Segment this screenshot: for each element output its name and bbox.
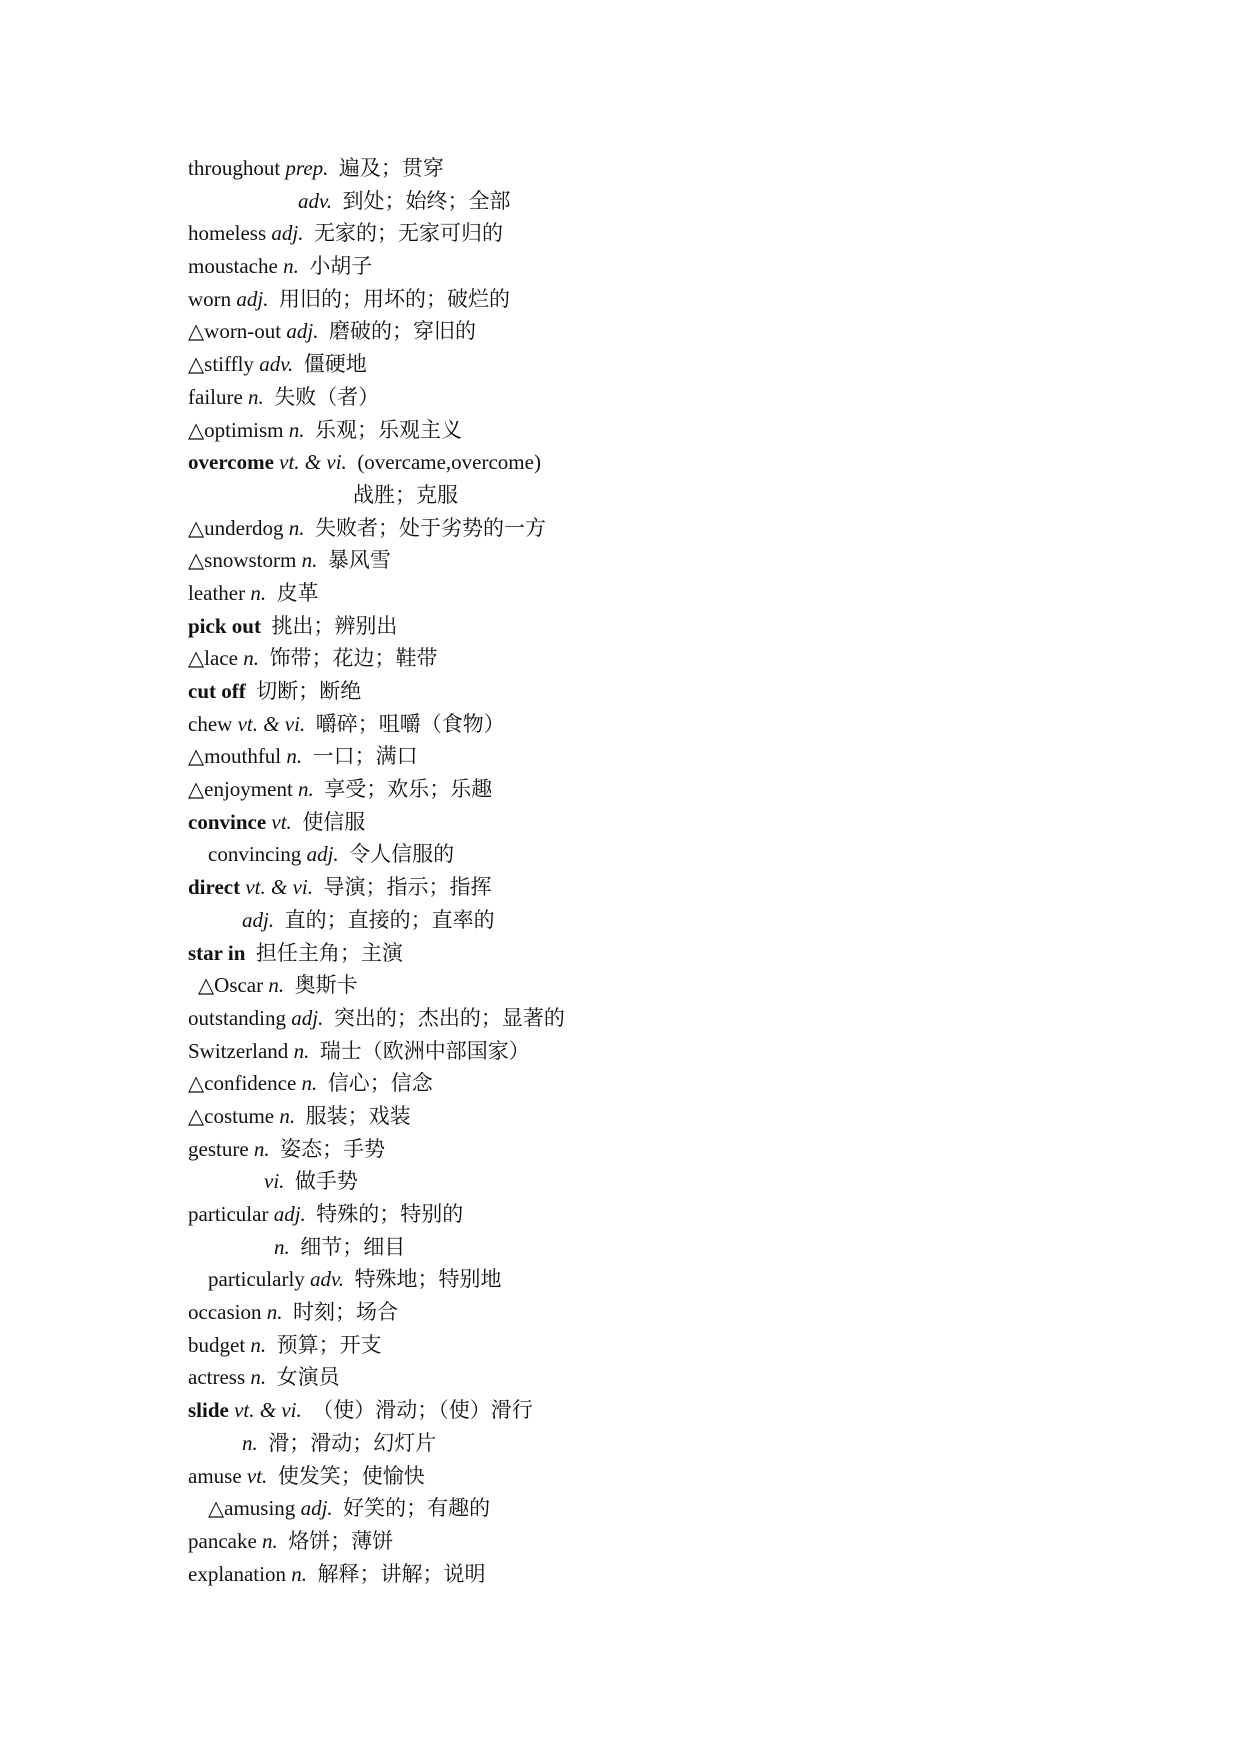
entry-word: amuse: [188, 1463, 242, 1488]
entry-part-of-speech: n.: [283, 254, 299, 279]
vocab-entry: [188, 1558, 1088, 1591]
entry-gloss: 皮革: [276, 580, 319, 605]
entry-gloss: 战胜；克服: [353, 482, 458, 507]
entry-gloss: 时刻；场合: [292, 1300, 398, 1325]
entry-gloss: 无家的；无家可归的: [314, 221, 503, 246]
vocab-entry: [188, 838, 1088, 871]
vocab-entry: [188, 1296, 1088, 1329]
entry-gloss: 饰带；花边；鞋带: [269, 646, 438, 671]
entry-gloss: 导演；指示；指挥: [323, 875, 492, 900]
entry-part-of-speech: vt.: [271, 809, 292, 834]
vocabulary-list: [188, 152, 1088, 1590]
vocab-entry: [188, 1329, 1088, 1362]
entry-word: particularly: [208, 1267, 305, 1292]
entry-word: direct: [188, 875, 241, 900]
entry-part-of-speech: adj.: [286, 319, 319, 344]
vocab-entry: [188, 512, 1088, 545]
entry-word: worn: [188, 286, 232, 311]
vocab-entry: [188, 1492, 1088, 1525]
vocab-entry: [188, 446, 1088, 479]
vocab-entry: [188, 904, 1088, 937]
entry-word: △underdog: [188, 515, 284, 540]
vocab-entry: [188, 250, 1088, 283]
entry-part-of-speech: vi.: [264, 1169, 285, 1194]
entry-part-of-speech: n.: [279, 1103, 296, 1128]
entry-gloss: 磨破的；穿旧的: [328, 319, 476, 344]
entry-word: △stiffly: [188, 352, 254, 377]
entry-part-of-speech: n.: [301, 548, 318, 573]
vocab-entry: [188, 610, 1088, 643]
entry-gloss: 使信服: [302, 809, 366, 834]
entry-word: △worn-out: [188, 319, 282, 344]
entry-gloss: 奥斯卡: [294, 973, 358, 998]
entry-part-of-speech: n.: [262, 1528, 278, 1553]
entry-word: slide: [188, 1398, 229, 1423]
vocab-entry: [188, 283, 1088, 316]
entry-part-of-speech: adj.: [291, 1005, 324, 1030]
entry-part-of-speech: n.: [250, 1365, 267, 1390]
entry-gloss: 特殊地；特别地: [354, 1267, 502, 1292]
entry-part-of-speech: n.: [286, 744, 303, 769]
entry-part-of-speech: n.: [301, 1071, 318, 1096]
entry-gloss: 解释；讲解；说明: [317, 1561, 486, 1586]
entry-gloss: 特殊的；特别的: [316, 1202, 464, 1226]
entry-gloss: 令人信服的: [349, 842, 455, 867]
entry-gloss: 嚼碎；咀嚼（食物）: [315, 711, 505, 736]
vocab-entry: [188, 740, 1088, 773]
entry-part-of-speech: n.: [298, 777, 314, 802]
vocab-entry: [188, 185, 1088, 218]
entry-gloss: 滑；滑动；幻灯片: [268, 1430, 437, 1455]
vocab-entry: [188, 1427, 1088, 1460]
entry-word: explanation: [188, 1561, 286, 1586]
entry-gloss: 享受；欢乐；乐趣: [324, 777, 493, 802]
entry-gloss: 暴风雪: [327, 548, 391, 573]
entry-word: star in: [188, 940, 246, 965]
entry-word: gesture: [188, 1136, 249, 1161]
entry-part-of-speech: n.: [248, 384, 264, 409]
vocab-entry: [188, 1198, 1088, 1231]
vocab-entry: [188, 871, 1088, 904]
entry-gloss: 乐观；乐观主义: [315, 417, 462, 442]
entry-part-of-speech: adj.: [300, 1496, 333, 1521]
entry-word: convincing: [208, 842, 302, 867]
entry-gloss: 担任主角；主演: [255, 940, 403, 965]
entry-gloss: 僵硬地: [303, 352, 367, 377]
entry-word: pancake: [188, 1528, 257, 1553]
entry-word: △amusing: [208, 1496, 296, 1521]
entry-gloss: 服装；戏装: [305, 1103, 411, 1128]
vocab-entry: [188, 381, 1088, 414]
entry-gloss: 小胡子: [309, 254, 373, 279]
entry-part-of-speech: vt. & vi.: [237, 711, 306, 736]
entry-part-of-speech: n.: [266, 1300, 283, 1325]
entry-gloss: 挑出；辨别出: [271, 613, 398, 638]
entry-gloss: 信心；信念: [327, 1071, 433, 1096]
vocab-entry: [188, 1394, 1088, 1427]
vocab-entry: [188, 315, 1088, 348]
entry-gloss: 烙饼；薄饼: [288, 1528, 394, 1553]
entry-part-of-speech: n.: [291, 1561, 307, 1586]
entry-word: leather: [188, 580, 246, 605]
entry-part-of-speech: vt. & vi.: [234, 1398, 302, 1423]
vocab-entry: [188, 1263, 1088, 1296]
vocab-entry: [188, 1525, 1088, 1558]
entry-part-of-speech: n.: [274, 1234, 290, 1259]
vocab-entry: [188, 1165, 1088, 1198]
vocab-entry: [188, 217, 1088, 250]
entry-part-of-speech: n.: [288, 515, 305, 540]
entry-part-of-speech: vt.: [246, 1463, 268, 1488]
vocab-entry: [188, 969, 1088, 1002]
entry-word: occasion: [188, 1300, 262, 1325]
vocab-entry: [188, 1133, 1088, 1166]
entry-gloss: 直的；直接的；直率的: [284, 907, 495, 932]
entry-word: convince: [188, 809, 267, 834]
entry-gloss: 切断；断绝: [256, 679, 362, 703]
entry-gloss: 到处；始终；全部: [342, 188, 511, 213]
vocab-entry: [188, 773, 1088, 806]
vocab-entry: [188, 1361, 1088, 1394]
entry-word: Switzerland: [188, 1038, 289, 1063]
entry-word: pick out: [188, 613, 261, 638]
entry-word: particular: [188, 1202, 269, 1226]
entry-gloss: (overcame,overcome): [357, 450, 541, 475]
entry-gloss: 遍及；贯穿: [338, 156, 444, 180]
entry-word: moustache: [188, 254, 278, 279]
entry-gloss: 好笑的；有趣的: [343, 1496, 491, 1521]
entry-part-of-speech: n.: [242, 1430, 258, 1455]
entry-word: chew: [188, 711, 233, 736]
entry-part-of-speech: vt. & vi.: [245, 875, 313, 900]
entry-word: △snowstorm: [188, 548, 297, 573]
entry-gloss: 使发笑；使愉快: [277, 1463, 425, 1488]
entry-word: △lace: [188, 646, 238, 671]
vocab-entry: [188, 479, 1088, 512]
entry-part-of-speech: adv.: [310, 1267, 345, 1292]
entry-gloss: 突出的；杰出的；显著的: [333, 1005, 565, 1030]
entry-word: throughout: [188, 156, 281, 180]
entry-word: outstanding: [188, 1005, 286, 1030]
vocab-entry: [188, 348, 1088, 381]
vocab-entry: [188, 152, 1088, 185]
entry-word: cut off: [188, 679, 246, 703]
entry-part-of-speech: adj.: [306, 842, 339, 867]
vocab-entry: [188, 544, 1088, 577]
entry-word: △confidence: [188, 1071, 297, 1096]
vocab-entry: [188, 414, 1088, 447]
vocab-entry: [188, 1067, 1088, 1100]
entry-gloss: （使）滑动；（使）滑行: [312, 1398, 533, 1423]
vocab-entry: [188, 642, 1088, 675]
entry-part-of-speech: n.: [250, 580, 267, 605]
entry-word: actress: [188, 1365, 246, 1390]
entry-part-of-speech: adj.: [242, 907, 275, 932]
vocab-entry: [188, 577, 1088, 610]
entry-gloss: 一口；满口: [312, 744, 418, 769]
vocab-entry: [188, 1002, 1088, 1035]
entry-part-of-speech: n.: [293, 1038, 310, 1063]
vocab-entry: [188, 1100, 1088, 1133]
entry-gloss: 瑞士（欧洲中部国家）: [319, 1038, 530, 1063]
entry-gloss: 细节；细目: [300, 1234, 406, 1259]
entry-part-of-speech: n.: [243, 646, 259, 671]
entry-word: △optimism: [188, 417, 284, 442]
vocab-entry: [188, 806, 1088, 839]
vocab-entry: [188, 937, 1088, 970]
entry-word: homeless: [188, 221, 267, 246]
entry-word: △enjoyment: [188, 777, 293, 802]
vocab-entry: [188, 1460, 1088, 1493]
entry-part-of-speech: vt. & vi.: [279, 450, 347, 475]
entry-part-of-speech: n.: [250, 1332, 267, 1357]
entry-gloss: 姿态；手势: [280, 1136, 386, 1161]
entry-gloss: 做手势: [294, 1169, 358, 1194]
entry-gloss: 预算；开支: [276, 1332, 382, 1357]
entry-word: budget: [188, 1332, 246, 1357]
entry-word: △Oscar: [198, 973, 264, 998]
entry-gloss: 女演员: [276, 1365, 340, 1390]
entry-part-of-speech: adv.: [259, 352, 294, 377]
entry-gloss: 用旧的；用坏的；破烂的: [279, 286, 511, 311]
entry-part-of-speech: n.: [288, 417, 305, 442]
entry-word: failure: [188, 384, 243, 409]
entry-part-of-speech: n.: [253, 1136, 270, 1161]
entry-part-of-speech: adj.: [236, 286, 269, 311]
entry-word: △costume: [188, 1103, 275, 1128]
vocab-entry: [188, 708, 1088, 741]
entry-part-of-speech: prep.: [285, 156, 329, 180]
entry-word: △mouthful: [188, 744, 282, 769]
entry-part-of-speech: n.: [268, 973, 285, 998]
entry-part-of-speech: adj.: [271, 221, 304, 246]
entry-word: overcome: [188, 450, 274, 475]
vocab-entry: [188, 675, 1088, 708]
entry-part-of-speech: adj.: [273, 1202, 306, 1226]
entry-part-of-speech: adv.: [298, 188, 333, 213]
vocab-entry: [188, 1035, 1088, 1068]
vocab-entry: [188, 1231, 1088, 1264]
entry-gloss: 失败者；处于劣势的一方: [314, 515, 546, 540]
entry-gloss: 失败（者）: [274, 384, 380, 409]
